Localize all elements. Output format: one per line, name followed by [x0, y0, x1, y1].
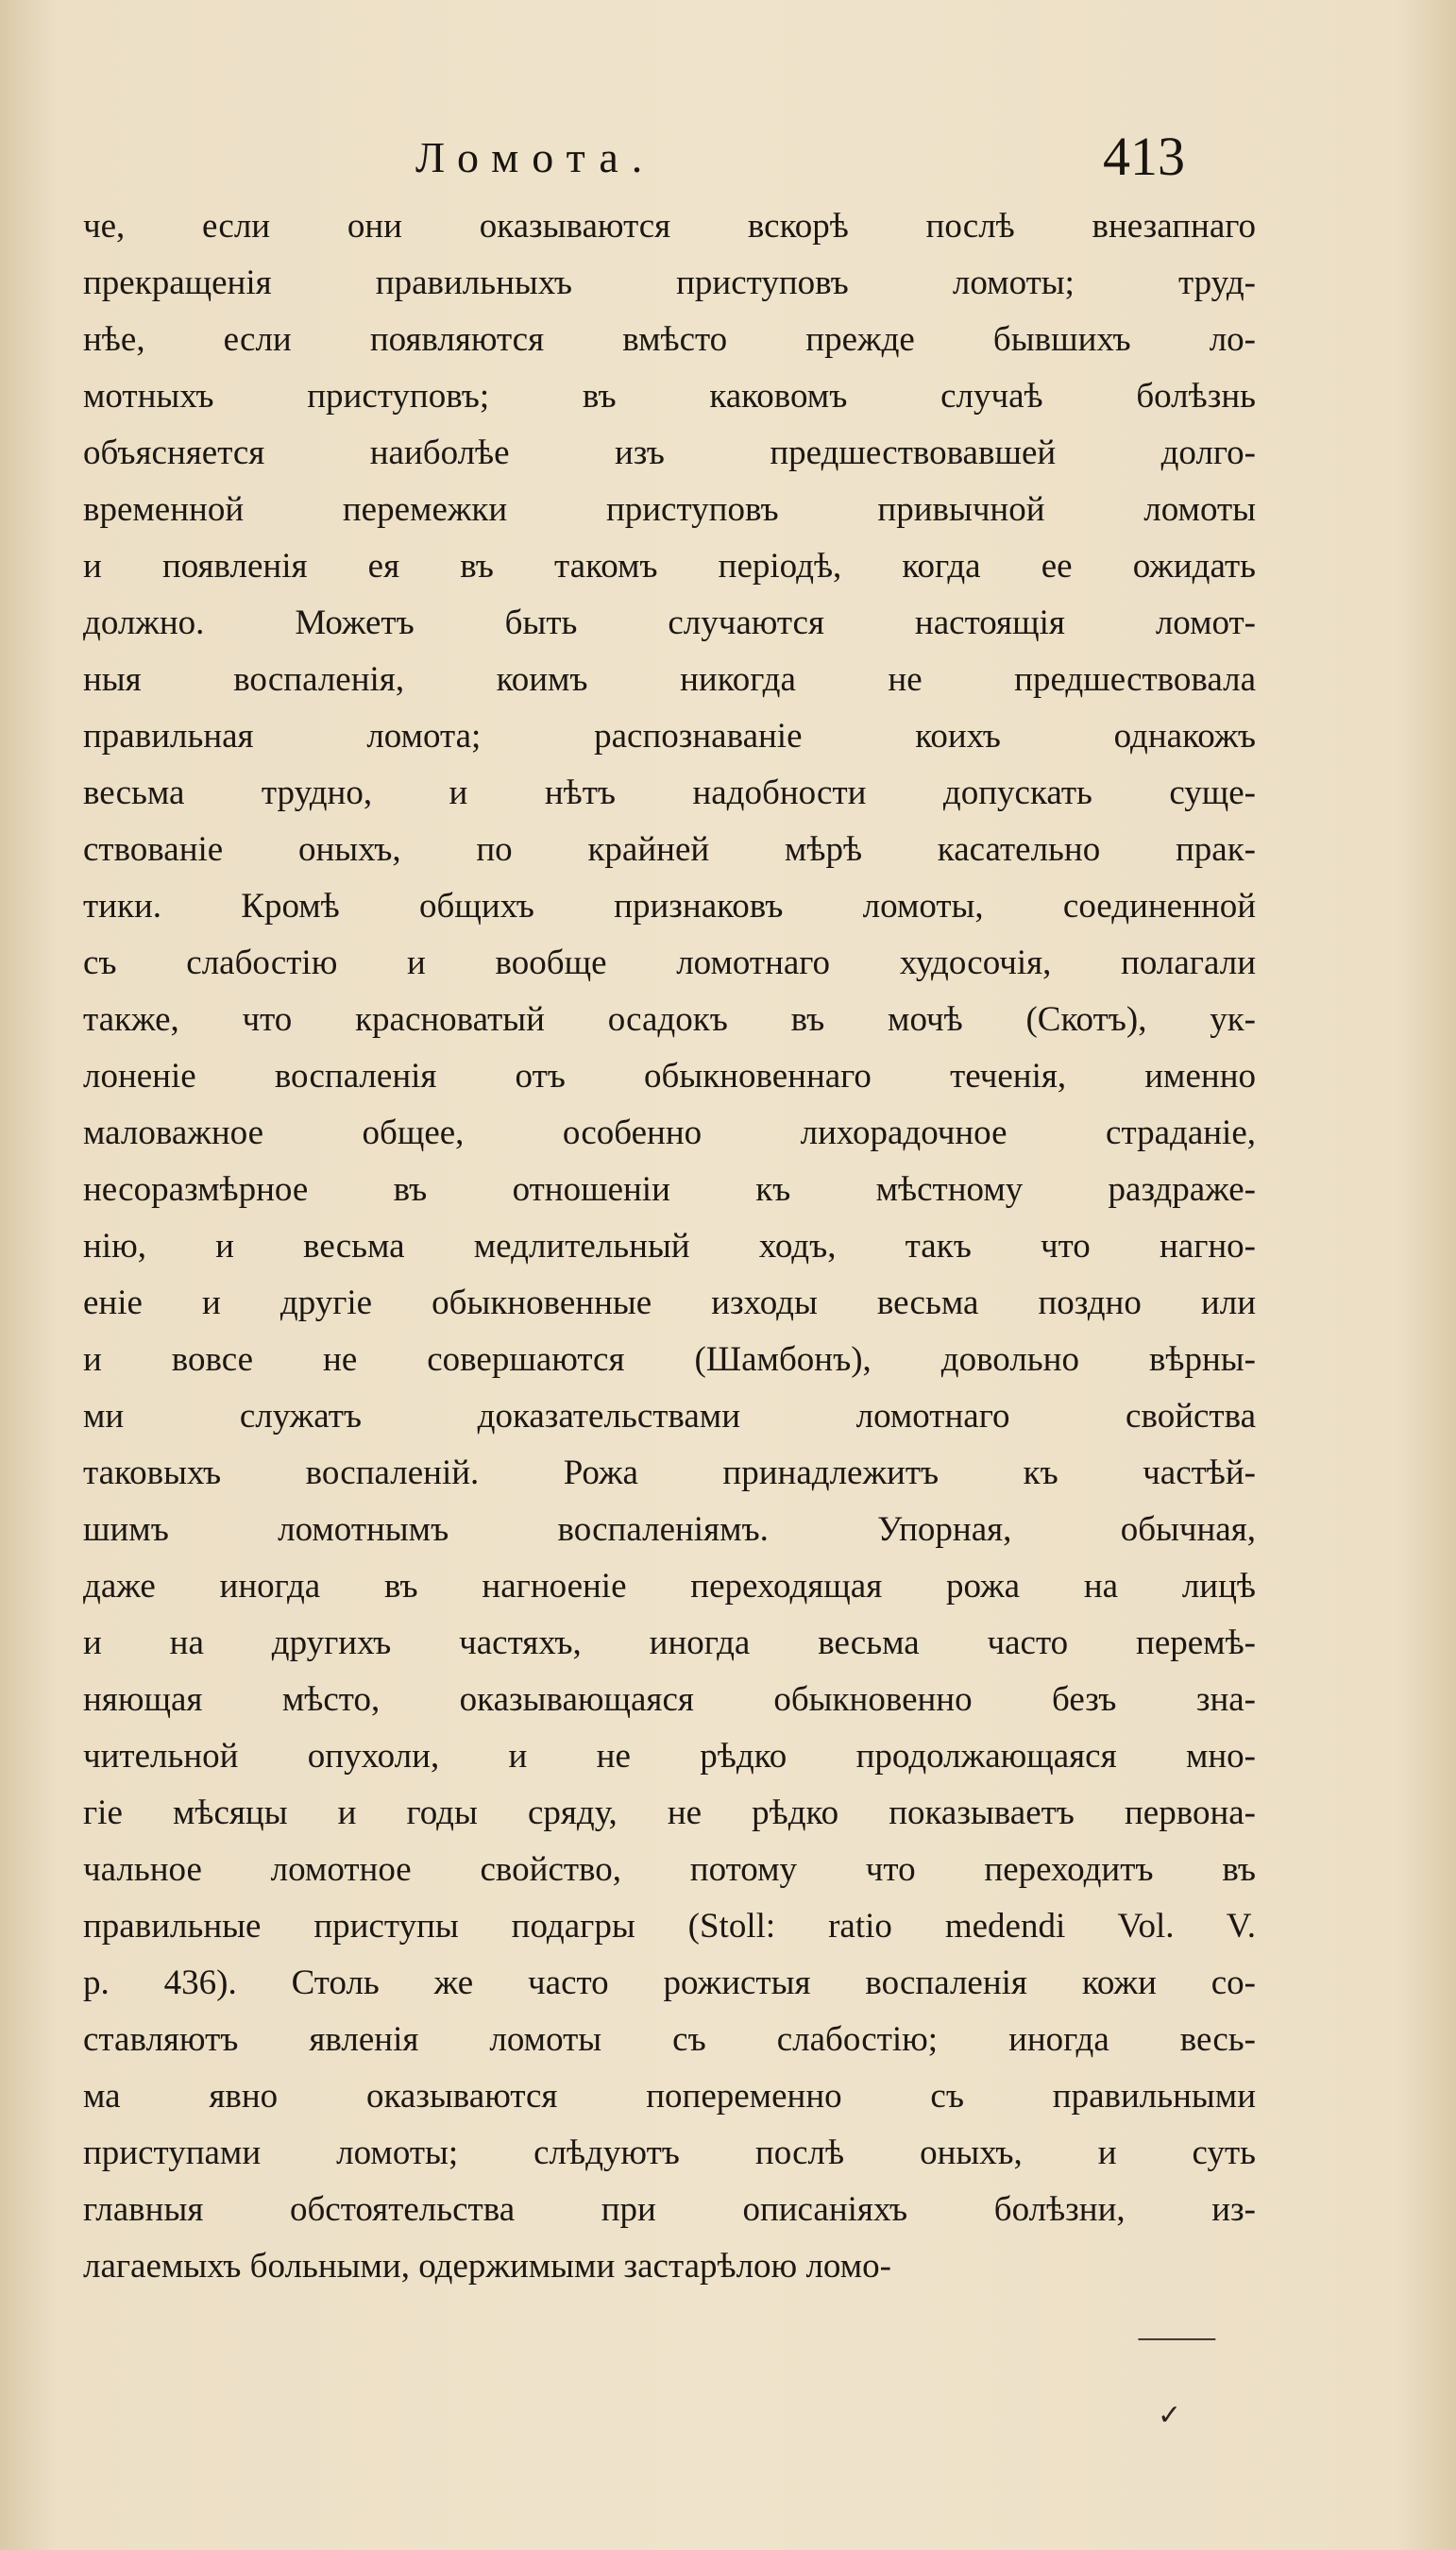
page-number: 413	[1103, 126, 1185, 187]
text-line: весьма трудно, и нѣтъ надобности допускать суще-	[83, 774, 1256, 812]
text-line: ми служатъ доказательствами ломотнаго свойства	[83, 1397, 1256, 1436]
text-line: чальное ломотное свойство, потому что переходитъ въ	[83, 1850, 1256, 1889]
text-line: ма явно оказываются попеременно съ правильными	[83, 2077, 1256, 2116]
text-line: приступами ломоты; слѣдуютъ послѣ оныхъ, и суть	[83, 2134, 1256, 2172]
text-line: маловажное общее, особенно лихорадочное страданіе,	[83, 1114, 1256, 1152]
text-line: ныя воспаленія, коимъ никогда не предшествовала	[83, 660, 1256, 699]
text-line: гіе мѣсяцы и годы сряду, не рѣдко показываетъ первона-	[83, 1794, 1256, 1832]
text-line: лагаемыхъ больными, одержимыми застарѣлою ломо-	[83, 2247, 891, 2286]
running-title: Ломота.	[415, 133, 656, 181]
text-line: тики. Кромѣ общихъ признаковъ ломоты, соединенной	[83, 887, 1256, 926]
text-line: нію, и весьма медлительный ходъ, такъ что нагно-	[83, 1227, 1256, 1266]
text-line: еніе и другіе обыкновенные изходы весьма поздно или	[83, 1284, 1256, 1322]
text-line: съ слабостію и вообще ломотнаго худосочія, полагали	[83, 944, 1256, 982]
text-line: ствованіе оныхъ, по крайней мѣрѣ касательно прак-	[83, 830, 1256, 869]
text-line: даже иногда въ нагноеніе переходящая рожа на лицѣ	[83, 1567, 1256, 1606]
text-line: и вовсе не совершаются (Шамбонъ), довольно вѣрны-	[83, 1340, 1256, 1379]
text-line: таковыхъ воспаленій. Рожа принадлежитъ къ частѣй-	[83, 1454, 1256, 1492]
body-text	[83, 198, 1256, 2295]
text-line: мотныхъ приступовъ; въ каковомъ случаѣ болѣзнь	[83, 377, 1256, 416]
text-line: няющая мѣсто, оказывающаяся обыкновенно безъ зна-	[83, 1680, 1256, 1719]
text-line: и появленія ея въ такомъ періодѣ, когда ее ожидать	[83, 547, 1256, 586]
pencil-mark-dash: ⸻	[1137, 2320, 1217, 2355]
text-line: и на другихъ частяхъ, иногда весьма часто перемѣ-	[83, 1624, 1256, 1662]
text-line: также, что красноватый осадокъ въ мочѣ (Скотъ), ук-	[83, 1000, 1256, 1039]
text-line: правильные приступы подагры (Stoll: ratio medendi Vol. V.	[83, 1907, 1256, 1946]
text-line: правильная ломота; распознаваніе коихъ однакожъ	[83, 717, 1256, 756]
text-line: должно. Можетъ быть случаются настоящія ломот-	[83, 604, 1256, 642]
text-line: временной перемежки приступовъ привычной ломоты	[83, 490, 1256, 529]
text-line: ставляютъ явленія ломоты съ слабостію; иногда весь-	[83, 2020, 1256, 2059]
text-line: лоненіе воспаленія отъ обыкновеннаго теченія, именно	[83, 1057, 1256, 1096]
text-line: че, если они оказываются вскорѣ послѣ внезапнаго	[83, 207, 1256, 246]
text-line: нѣе, если появляются вмѣсто прежде бывшихъ ло-	[83, 320, 1256, 359]
text-line: несоразмѣрное въ отношеніи къ мѣстному раздраже-	[83, 1170, 1256, 1209]
text-line: объясняется наиболѣе изъ предшествовавшей долго-	[83, 434, 1256, 472]
text-line: p. 436). Столь же часто рожистыя воспаленія кожи со-	[83, 1964, 1256, 2002]
text-line: шимъ ломотнымъ воспаленіямъ. Упорная, обычная,	[83, 1510, 1256, 1549]
text-line: чительной опухоли, и не рѣдко продолжающаяся мно-	[83, 1737, 1256, 1776]
pencil-mark-check: ✓	[1158, 2400, 1182, 2431]
page-header	[0, 111, 1456, 187]
text-line: прекращенія правильныхъ приступовъ ломоты; труд-	[83, 264, 1256, 302]
text-line: главныя обстоятельства при описаніяхъ болѣзни, из-	[83, 2190, 1256, 2229]
